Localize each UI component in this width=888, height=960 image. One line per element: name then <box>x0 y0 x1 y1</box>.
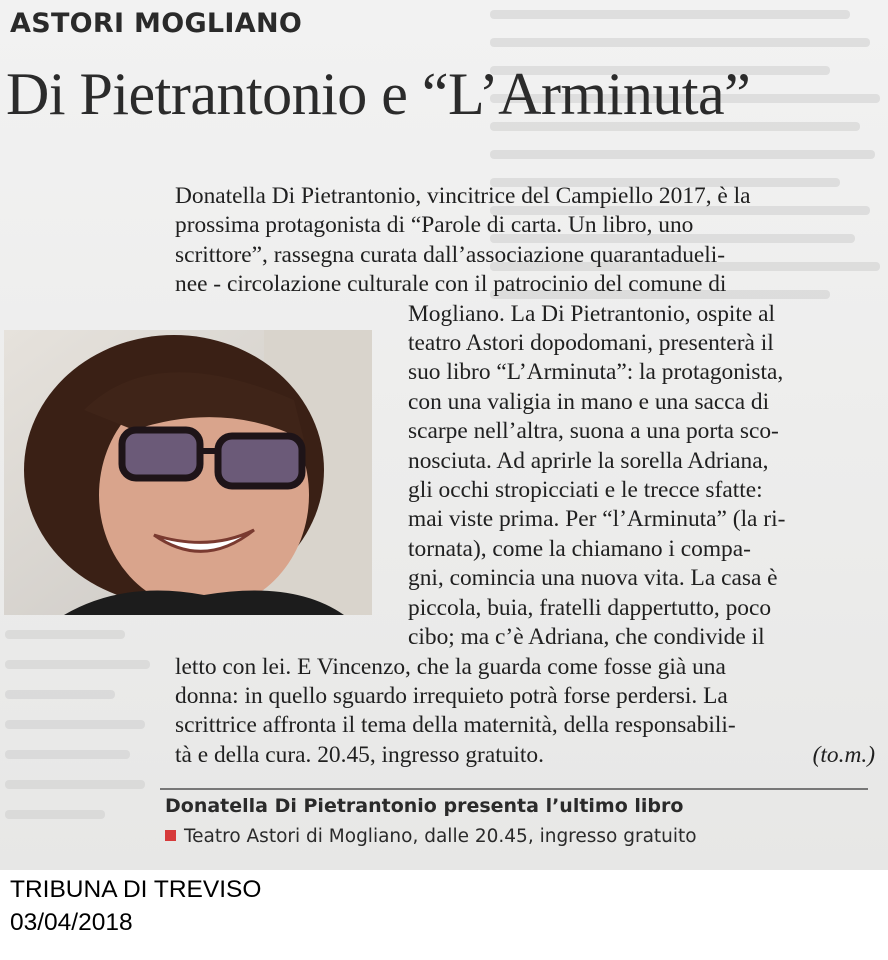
body-line: letto con lei. E Vincenzo, che la guarda come fosse già una <box>175 653 726 680</box>
info-box-title: Donatella Di Pietrantonio presenta l’ultimo libro <box>165 795 684 817</box>
source-caption <box>10 873 261 939</box>
body-line: Donatella Di Pietrantonio, vincitrice del Campiello 2017, è la <box>175 183 751 209</box>
body-line: scarpe nell’altra, suona a una porta sco- <box>408 418 779 445</box>
body-line: donna: in quello sguardo irrequieto potrà forse perdersi. La <box>175 682 728 709</box>
body-line: piccola, buia, fratelli dappertutto, poco <box>408 594 772 621</box>
body-line: con una valigia in mano e una sacca di <box>408 388 770 415</box>
headline: Di Pietrantonio e “L’Arminuta” <box>6 61 751 127</box>
article-body <box>175 182 875 770</box>
info-box-divider <box>160 788 868 790</box>
body-line: teatro Astori dopodomani, presenterà il <box>408 330 774 357</box>
body-line: nee - circolazione culturale con il patrocinio del comune di <box>175 271 727 298</box>
info-box-details <box>165 826 697 847</box>
body-line: scrittrice affronta il tema della maternità, della responsabili- <box>175 712 736 739</box>
body-line: scrittore”, rassegna curata dall’associazione quarantadueli- <box>175 241 726 268</box>
body-line: prossima protagonista di “Parole di carta. Un libro, uno <box>175 212 694 239</box>
body-line: gni, comincia una nuova vita. La casa è <box>408 565 778 592</box>
body-line: mai viste prima. Per “l’Arminuta” (la ri- <box>408 506 786 533</box>
body-line-last <box>175 741 875 770</box>
body-line-text: tà e della cura. 20.45, ingresso gratuito. <box>175 741 544 768</box>
bullet-square-icon <box>165 830 176 841</box>
body-line: Mogliano. La Di Pietrantonio, ospite al <box>408 300 776 327</box>
body-line: suo libro “L’Arminuta”: la protagonista, <box>408 359 784 386</box>
publication-date: 03/04/2018 <box>10 909 133 936</box>
publication-name: TRIBUNA DI TREVISO <box>10 876 262 903</box>
author-signature: (to.m.) <box>812 741 875 768</box>
body-line: cibo; ma c’è Adriana, che condivide il <box>408 624 765 651</box>
info-box-text: Teatro Astori di Mogliano, dalle 20.45, ingresso gratuito <box>184 826 697 847</box>
body-line: tornata), come la chiamano i compa- <box>408 535 751 562</box>
section-kicker: ASTORI MOGLIANO <box>10 8 303 39</box>
body-line: nosciuta. Ad aprirle la sorella Adriana, <box>408 447 769 474</box>
body-line: gli occhi stropicciati e le trecce sfatte: <box>408 477 763 504</box>
